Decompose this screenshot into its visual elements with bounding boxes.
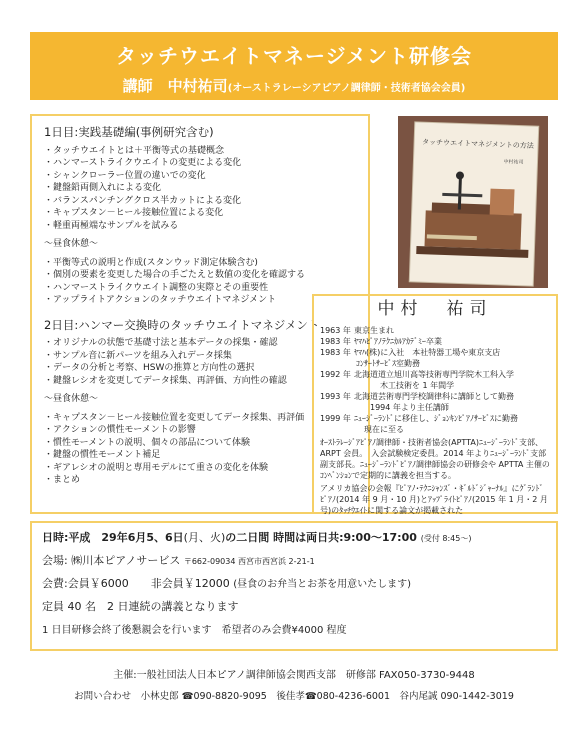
list-item: ・ハンマーストライクウエイトの変更による変化	[44, 158, 242, 168]
header-banner	[30, 32, 558, 100]
book-title: タッチウエイトマネジメントの方法	[421, 138, 534, 151]
bio-paragraph-publications: アメリカ協会の会報『ﾋﾟｱﾉ･ﾃｸﾆｼｬﾝｽﾞ・ｷﾞﾙﾄﾞｼﾞｬｰﾅﾙ』にｸﾞﾗﾝﾄﾞﾋﾟｱﾉ(2014 年 9 月・10 月)とｱｯﾌﾟﾗｲﾄﾋﾟｱﾉ(2015 年 1 月・2 月号)のﾀｯﾁｳｴｲﾄに関する論文が掲載された	[320, 484, 548, 515]
bio-row: 1993 年 北海道芸術専門学校調律科に講師として勤務	[320, 392, 514, 401]
day2-lunch-break: ～昼食休憩～	[44, 394, 99, 404]
book-cover-image	[398, 116, 548, 288]
profile-name: 中村 祐司	[377, 299, 493, 319]
bio-continuation: 木工技術を 1 年間学	[380, 381, 455, 390]
list-item: ・ギアレシオの説明と専用モデルにて重さの変化を体験	[44, 462, 268, 473]
list-item: ・平衡等式の説明と作成(スタンウッド測定体験含む)	[44, 257, 258, 268]
day1-title: 1日目:実践基礎編(事例研究含む)	[44, 125, 214, 139]
list-item: ・シャンクローラー位置の違いでの変化	[44, 170, 206, 181]
bio-row: 1983 年 ﾔﾏﾊ(株)に入社 本社特器工場や東京支店	[320, 348, 501, 357]
event-info-box	[30, 521, 558, 651]
bio-row: 1963 年 東京生まれ	[320, 326, 394, 335]
list-item: ・アクションの慣性モーメントの影響	[44, 425, 196, 435]
contact-line: お問い合わせ 小林史郎 ☎090-8820-9095 後佳孝☎080-4236-6001 谷内尾誠 090-1442-3019	[74, 691, 514, 702]
list-item: ・慣性モーメントの説明、個々の部品について体験	[44, 437, 251, 448]
list-item: ・データの分析と考察、HSWの推算と方向性の選択	[44, 363, 255, 373]
list-item: ・タッチウエイトとは＋平衡等式の基礎概念	[44, 145, 225, 156]
list-item: ・鍵盤レシオを変更してデータ採集、再評価、方向性の確認	[44, 375, 287, 386]
fee-row	[42, 575, 546, 591]
bio-continuation: 現在に至る	[364, 425, 404, 434]
event-title: タッチウエイトマネージメント研修会	[116, 44, 472, 68]
venue-label: 会場:	[42, 554, 68, 567]
bio-row: 1983 年 ﾔﾏﾊﾋﾟｱﾉﾃｸﾆｶﾙｱｶﾃﾞﾐｰ卒業	[320, 337, 442, 346]
organizer-line: 主催:一般社団法人日本ピアノ調律師協会関西支部 研修部 FAX050-3730-9448	[113, 670, 475, 681]
bio-continuation: 1994 年より主任講師	[370, 403, 449, 412]
capacity-row: 定員 40 名 2 日連続の講義となります	[42, 600, 239, 613]
list-item: ・鍵盤鉛両側入れによる変化	[44, 183, 162, 193]
venue-name: ㈱川本ピアノサービス	[71, 554, 181, 567]
book-photo-illustration	[398, 116, 548, 288]
date-suffix: の二日間	[225, 531, 270, 544]
lecturer-line	[30, 75, 558, 96]
list-item: ・個別の要素を変更した場合の手ごたえと数値の変化を確認する	[44, 270, 306, 280]
bio-paragraph-association: ｵｰｽﾄﾗﾚｰｼﾞｱﾋﾟｱﾉ調律師・技術者協会(APTTA)ﾆｭｰｼﾞｰﾗﾝﾄﾞ支部、ARPT 会員。 入会試験検定委員。2014 年よりﾆｭｰｼﾞｰﾗﾝﾄﾞ支部副支部長。ﾆｭｰｼﾞｰﾗﾝﾄﾞﾋﾟｱﾉ調律師協会の研修会や APTTA 主催のｺﾝﾍﾞﾝｼｮﾝで定期的に講義を担当する。	[320, 438, 550, 480]
lecturer-profile	[312, 294, 558, 514]
day1-list-morning	[44, 145, 360, 233]
list-item: ・ハンマーストライクウエイト調整の実際とその重要性	[44, 282, 269, 293]
date-label: 日時:平成 29年6月5、6日	[42, 531, 184, 544]
lecturer-name: 講師 中村祐司	[122, 77, 228, 95]
party-row: 1 日目研修会終了後懇親会を行います 希望者のみ会費¥4000 程度	[42, 625, 347, 636]
venue-address: 〒662-09034 西宮市西宮浜 2-21-1	[183, 557, 315, 566]
fee-note: (昼食のお弁当とお茶を用意いたします)	[233, 579, 412, 590]
bio-list	[320, 325, 550, 435]
venue-row	[42, 552, 546, 568]
list-item: ・鍵盤の慣性モーメント補足	[44, 450, 161, 460]
book-author: 中村祐司	[503, 159, 524, 166]
list-item: ・オリジナルの状態で基礎寸法と基本データの採集・確認	[44, 338, 278, 348]
list-item: ・軽重両極端なサンプルを試みる	[44, 220, 179, 231]
date-row	[42, 529, 546, 545]
list-item: ・まとめ	[44, 475, 81, 485]
list-item: ・サンプル音に新パーツを組み入れデータ採集	[44, 350, 232, 361]
day1-lunch-break: ～昼食休憩～	[44, 239, 99, 249]
fee-label: 会費:会員￥6000 非会員￥12000	[42, 577, 230, 590]
list-item: ・キャプスタン－ヒール接触位置を変更してデータ採集、再評価	[44, 412, 305, 423]
day2-title: 2日目:ハンマー交換時のタッチウエイトマネジメント	[44, 317, 320, 332]
date-days: (月、火)	[183, 531, 226, 544]
time-label: 時間は両日共:9:00～17:00	[273, 531, 417, 544]
list-item: ・キャプスタン－ヒール接触位置による変化	[44, 208, 224, 218]
reception-time: (受付 8:45～)	[420, 534, 472, 543]
bio-row: 1999 年 ﾆｭｰｼﾞｰﾗﾝﾄﾞに移住し、ｼﾞｮﾝｷﾝﾋﾟｱﾉｻｰﾋﾞｽに勤務	[320, 414, 518, 423]
list-item: ・アップライトアクションのタッチウエイトマネジメント	[44, 295, 277, 305]
list-item: ・バランスパンチングクロス半カットによる変化	[44, 195, 242, 206]
lecturer-role: (オーストラレーシアピアノ調律師・技術者協会会員)	[227, 83, 466, 94]
bio-continuation: ｺﾝｻｰﾄｻｰﾋﾞｽ室勤務	[356, 359, 420, 368]
bio-row: 1992 年 北海道道立旭川高等技術専門学院木工科入学	[320, 370, 514, 379]
